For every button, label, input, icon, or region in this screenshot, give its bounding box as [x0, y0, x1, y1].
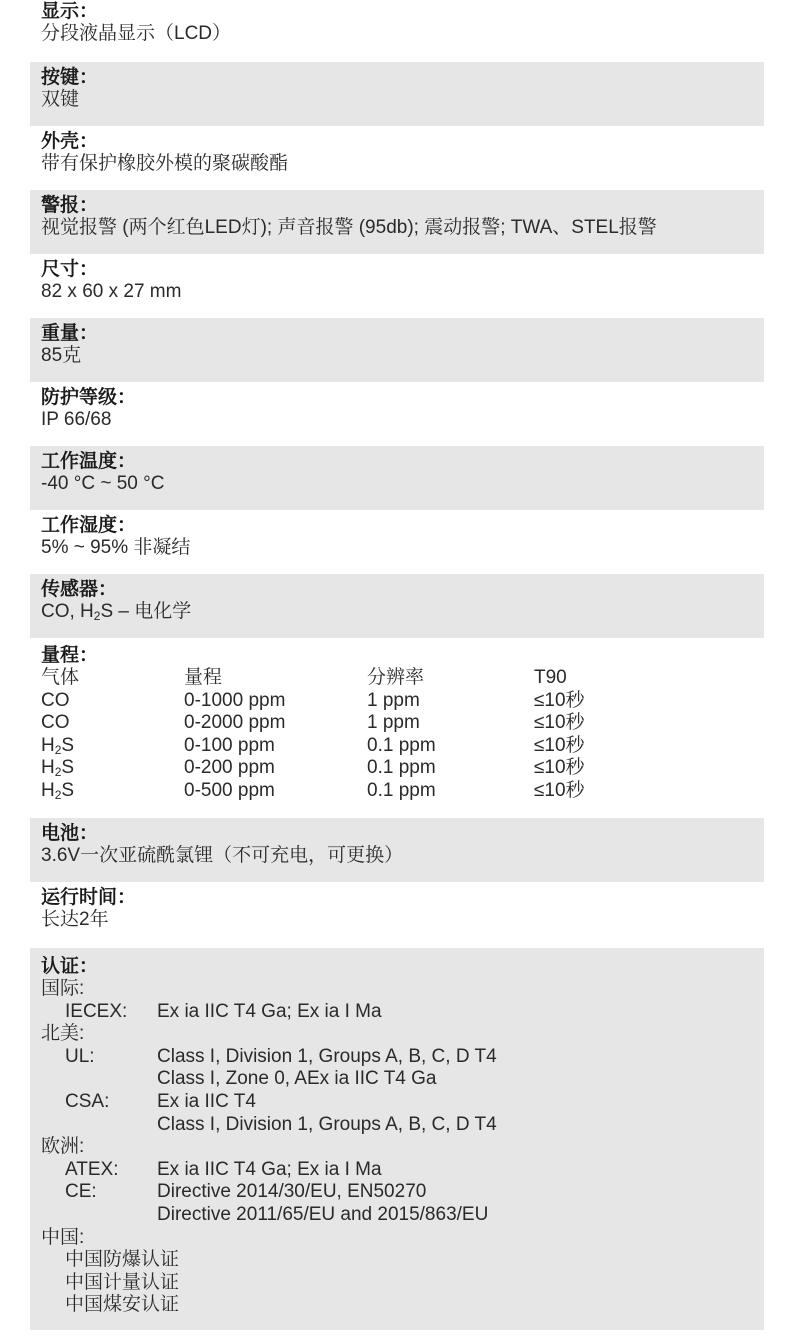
spec-label: 传感器：	[41, 579, 118, 600]
cert-description: Ex ia IIC T4 Ga; Ex ia I Ma	[157, 1000, 382, 1022]
spec-row-ip	[30, 382, 764, 446]
spec-label: 运行时间：	[41, 887, 137, 908]
spec-row-buttons	[30, 62, 764, 126]
spec-label: 警报：	[41, 195, 99, 216]
table-row	[41, 712, 764, 735]
subscript: 2	[93, 609, 101, 623]
cert-line	[41, 978, 764, 1001]
spec-row-sensor	[30, 574, 764, 638]
cert-description: Directive 2011/65/EU and 2015/863/EU	[157, 1203, 489, 1225]
spec-value: 85克	[41, 345, 82, 366]
resolution-cell: 0.1 ppm	[367, 779, 436, 801]
spec-row-certification	[30, 948, 764, 1330]
resolution-cell: 1 ppm	[367, 712, 420, 734]
gas-cell: CO	[41, 689, 70, 711]
spec-value: 分段液晶显示（LCD）	[41, 23, 232, 44]
cert-line	[41, 1294, 764, 1317]
cert-description: Class I, Division 1, Groups A, B, C, D T4	[157, 1113, 497, 1135]
spec-label: 外壳：	[41, 131, 99, 152]
spec-label: 按键：	[41, 67, 99, 88]
cert-standard: CE:	[65, 1181, 97, 1203]
resolution-cell: 0.1 ppm	[367, 757, 436, 779]
spec-label: 工作湿度：	[41, 515, 137, 536]
sensor-text: S – 电化学	[100, 601, 192, 622]
cert-line	[41, 1068, 764, 1091]
spec-label: 工作温度：	[41, 451, 137, 472]
table-row	[41, 757, 764, 780]
spec-value: 5% ~ 95% 非凝结	[41, 537, 191, 558]
spec-value	[41, 601, 764, 623]
cert-china-item: 中国计量认证	[65, 1271, 180, 1293]
cert-line	[41, 1204, 764, 1227]
table-row	[41, 735, 764, 758]
spec-label: 量程：	[41, 645, 99, 666]
cert-china-item: 中国煤安认证	[65, 1294, 180, 1316]
column-header-gas: 气体	[41, 667, 80, 688]
spec-label: 重量：	[41, 323, 99, 344]
spec-value: 82 x 60 x 27 mm	[41, 281, 182, 302]
cert-description: Ex ia IIC T4	[157, 1090, 256, 1112]
spec-value: 视觉报警 (两个红色LED灯); 声音报警 (95db); 震动报警; TWA、STEL报警	[41, 217, 657, 238]
certification-list	[41, 978, 764, 1317]
cert-line	[41, 1136, 764, 1159]
gas-cell: $H_2S$	[41, 757, 75, 780]
spec-label: 显示：	[41, 1, 99, 22]
spec-row-size	[30, 254, 764, 318]
sensor-text: CO, H	[41, 601, 94, 622]
cert-line	[41, 1023, 764, 1046]
spec-label: 认证：	[41, 956, 99, 977]
cert-region: 北美:	[41, 1023, 85, 1045]
table-row	[41, 690, 764, 713]
cert-line	[41, 1046, 764, 1069]
cert-description: Class I, Division 1, Groups A, B, C, D T4	[157, 1045, 497, 1067]
resolution-cell: 1 ppm	[367, 689, 420, 711]
range-cell: 0-1000 ppm	[184, 689, 286, 711]
cert-line	[41, 1159, 764, 1182]
t90-cell: ≤10秒	[534, 734, 585, 756]
column-header-t90: T90	[534, 667, 567, 688]
cert-region: 中国:	[41, 1226, 85, 1248]
spec-label: 电池：	[41, 823, 99, 844]
cert-description: Class I, Zone 0, AEx ia IIC T4 Ga	[157, 1068, 437, 1090]
spec-value: -40 °C ~ 50 °C	[41, 473, 165, 494]
cert-description: Ex ia IIC T4 Ga; Ex ia I Ma	[157, 1158, 382, 1180]
spec-value: 3.6V一次亚硫酰氯锂（不可充电，可更换）	[41, 845, 404, 866]
t90-cell: ≤10秒	[534, 779, 585, 801]
cert-standard: UL:	[65, 1045, 95, 1067]
spec-row-weight	[30, 318, 764, 382]
cert-china-item: 中国防爆认证	[65, 1249, 180, 1271]
t90-cell: ≤10秒	[534, 757, 585, 779]
spec-value: IP 66/68	[41, 409, 112, 430]
spec-row-alarm	[30, 190, 764, 254]
spec-value: 长达2年	[41, 909, 109, 930]
cert-line	[41, 1227, 764, 1250]
range-cell: 0-500 ppm	[184, 779, 275, 801]
spec-row-display	[30, 0, 764, 62]
spec-value: 带有保护橡胶外模的聚碳酸酯	[41, 153, 289, 174]
spec-row-humidity	[30, 510, 764, 574]
range-cell: 0-100 ppm	[184, 734, 275, 756]
range-cell: 0-200 ppm	[184, 757, 275, 779]
cert-standard: IECEX:	[65, 1000, 128, 1022]
spec-label: 防护等级：	[41, 387, 137, 408]
range-table	[41, 667, 764, 803]
gas-cell: $H_2S$	[41, 779, 75, 802]
cert-line	[41, 1249, 764, 1272]
spec-label: 尺寸：	[41, 259, 99, 280]
gas-cell: $H_2S$	[41, 734, 75, 757]
cert-region: 欧洲:	[41, 1136, 85, 1158]
column-header-range: 量程	[184, 667, 223, 688]
spec-row-battery	[30, 818, 764, 882]
spec-row-range	[30, 638, 764, 818]
table-header-row	[41, 667, 764, 690]
cert-region: 国际:	[41, 978, 85, 999]
cert-standard: ATEX:	[65, 1158, 119, 1180]
cert-line	[41, 1114, 764, 1137]
cert-line	[41, 1181, 764, 1204]
cert-standard: CSA:	[65, 1090, 110, 1112]
cert-description: Directive 2014/30/EU, EN50270	[157, 1181, 427, 1203]
table-row	[41, 780, 764, 803]
spec-row-temperature	[30, 446, 764, 510]
t90-cell: ≤10秒	[534, 712, 585, 734]
cert-line	[41, 1001, 764, 1024]
spec-row-housing	[30, 126, 764, 190]
spec-row-runtime	[30, 882, 764, 948]
range-cell: 0-2000 ppm	[184, 712, 286, 734]
column-header-resolution: 分辨率	[367, 667, 425, 688]
gas-cell: CO	[41, 712, 70, 734]
spec-value: 双键	[41, 89, 80, 110]
cert-line	[41, 1272, 764, 1295]
cert-line	[41, 1091, 764, 1114]
resolution-cell: 0.1 ppm	[367, 734, 436, 756]
t90-cell: ≤10秒	[534, 689, 585, 711]
